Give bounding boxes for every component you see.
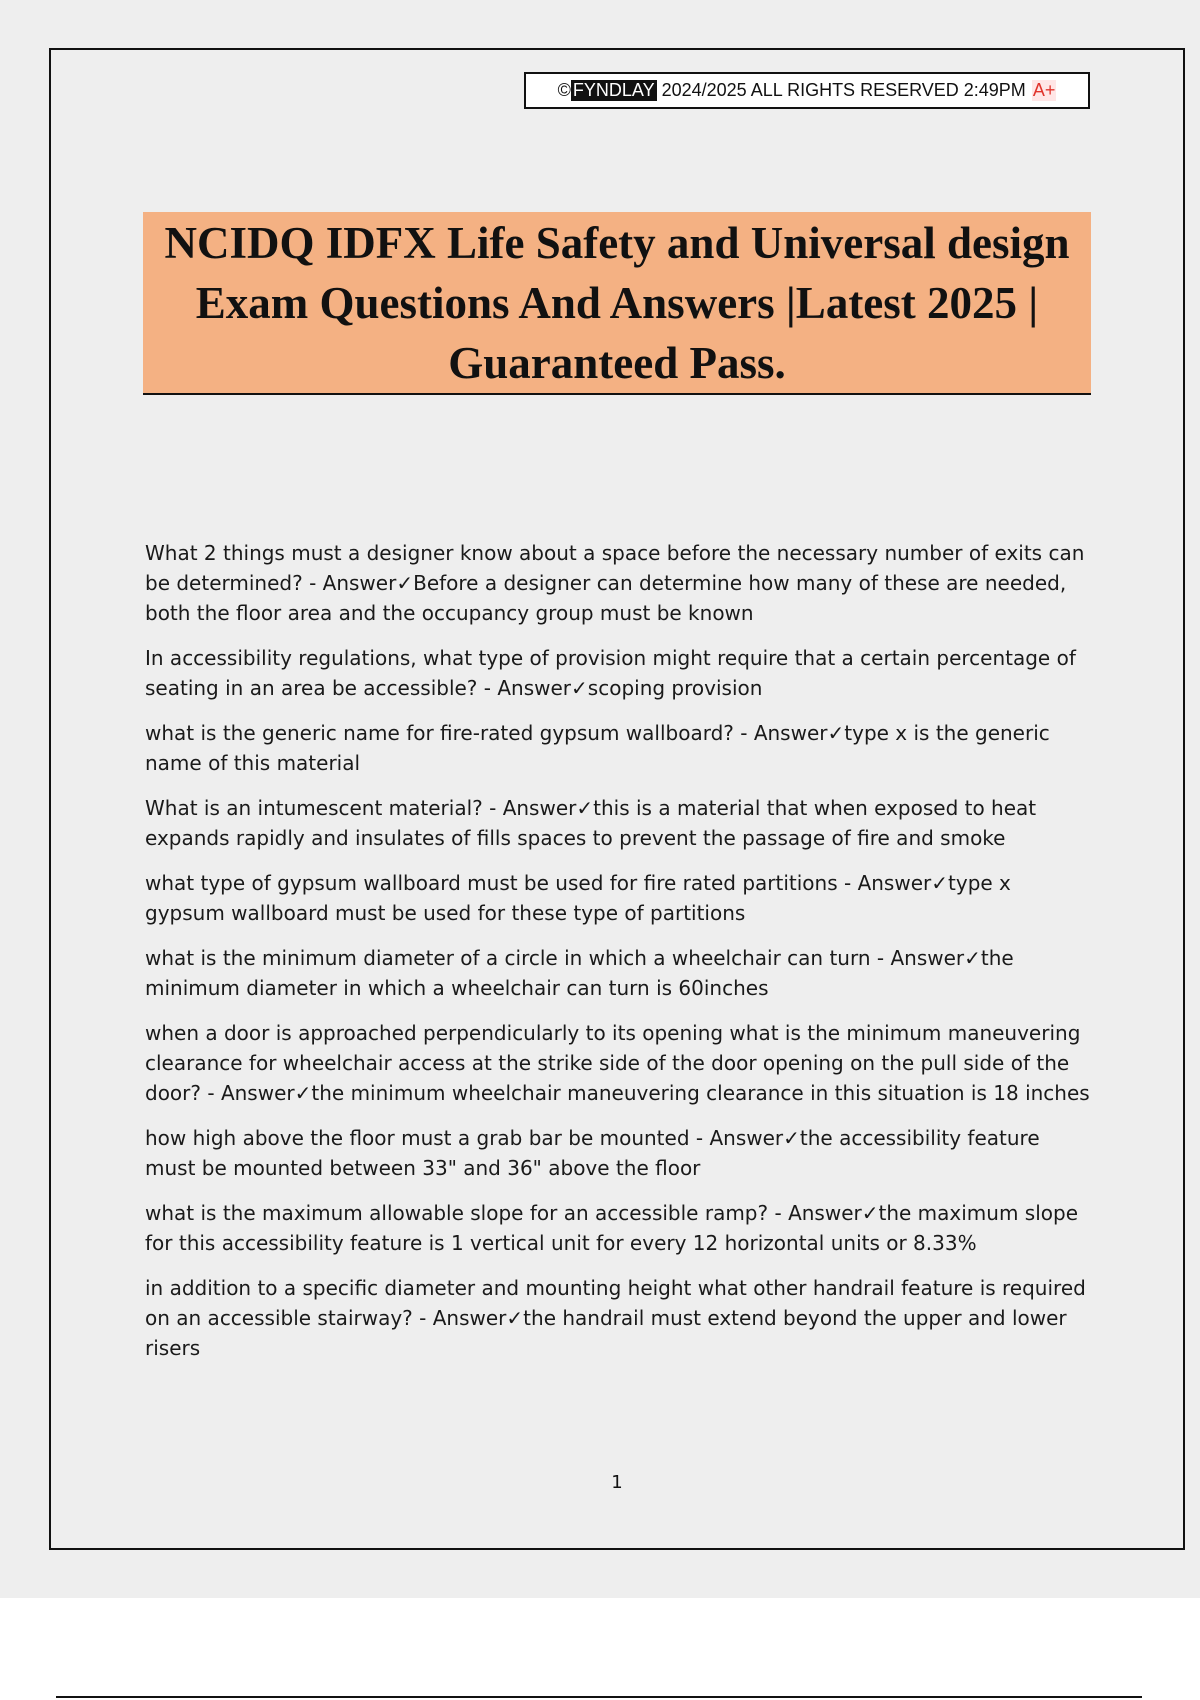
check-icon: ✓ [576,796,594,820]
answer-label: Answer [753,721,828,745]
qa-item [145,718,1090,778]
qa-list [145,538,1090,1378]
next-page-top-rule [56,1696,1142,1698]
answer-label: Answer [432,1306,507,1330]
answer-label: Answer [502,796,577,820]
question-text: how high above the floor must a grab bar be mounted - [145,1126,709,1150]
check-icon: ✓ [571,676,588,700]
question-text: What 2 things must a designer know about a space before the necessary number of exits can be determined? - [145,541,1084,595]
brand-label: FYNDLAY [572,80,655,100]
qa-item [145,643,1090,703]
answer-label: Answer [497,676,572,700]
qa-item [145,1198,1090,1258]
answer-text: this is a material that when exposed to heat expands rapidly and insulates of fills spaces to prevent the passage of fire and smoke [145,796,1037,850]
document-title: NCIDQ IDFX Life Safety and Universal design Exam Questions And Answers |Latest 2025 | Guaranteed Pass. [164,217,1070,388]
answer-text: the handrail must extend beyond the upper and lower risers [145,1306,1067,1360]
answer-text: type x gypsum wallboard must be used for these type of partitions [145,871,1011,925]
question-text: when a door is approached perpendicularly to its opening what is the minimum maneuvering clearance for wheelchair access at the strike side of the door opening on the pull side of the door? - [145,1021,1080,1105]
title-banner [143,212,1091,395]
check-icon: ✓ [931,871,949,895]
check-icon: ✓ [861,1201,879,1225]
answer-label: Answer [857,871,932,895]
check-icon: ✓ [294,1081,312,1105]
page-number: 1 [611,1472,623,1493]
check-icon: ✓ [396,571,414,595]
answer-text: the minimum diameter in which a wheelchair can turn is 60inches [145,946,1014,1000]
answer-label: Answer [890,946,965,970]
answer-text: scoping provision [587,676,763,700]
question-text: in addition to a specific diameter and mounting height what other handrail feature is required on an accessible stairway? - [145,1276,1086,1330]
check-icon: ✓ [827,721,845,745]
qa-item [145,1273,1090,1363]
question-text: What is an intumescent material? - [145,796,503,820]
answer-text: the minimum wheelchair maneuvering clearance in this situation is 18 inches [311,1081,1090,1105]
answer-label: Answer [788,1201,862,1225]
check-icon: ✓ [964,946,981,970]
grade-badge: A+ [1032,80,1056,100]
copyright-symbol: © [557,80,571,100]
qa-item [145,538,1090,628]
check-icon: ✓ [783,1126,800,1150]
copyright-header [524,72,1090,109]
question-text: what is the minimum diameter of a circle in which a wheelchair can turn - [145,946,890,970]
answer-text: Before a designer can determine how many of these are needed, both the floor area and the occupancy group must be known [145,571,1067,625]
qa-item [145,868,1090,928]
check-icon: ✓ [506,1306,524,1330]
qa-item [145,1018,1090,1108]
question-text: what is the maximum allowable slope for an accessible ramp? - [145,1201,788,1225]
answer-text: type x is the generic name of this material [145,721,1050,775]
answer-label: Answer [220,1081,295,1105]
answer-label: Answer [709,1126,784,1150]
question-text: In accessibility regulations, what type of provision might require that a certain percentage of seating in an area be accessible? - [145,646,1076,700]
rights-text: 2024/2025 ALL RIGHTS RESERVED 2:49PM [661,80,1026,100]
answer-label: Answer [322,571,397,595]
answer-text: the maximum slope for this accessibility feature is 1 vertical unit for every 12 horizontal units or 8.33% [145,1201,1079,1255]
qa-item [145,793,1090,853]
qa-item [145,1123,1090,1183]
qa-item [145,943,1090,1003]
answer-text: the accessibility feature must be mounted between 33" and 36" above the floor [145,1126,1040,1180]
question-text: what is the generic name for fire-rated gypsum wallboard? - [145,721,754,745]
question-text: what type of gypsum wallboard must be used for fire rated partitions - [145,871,858,895]
